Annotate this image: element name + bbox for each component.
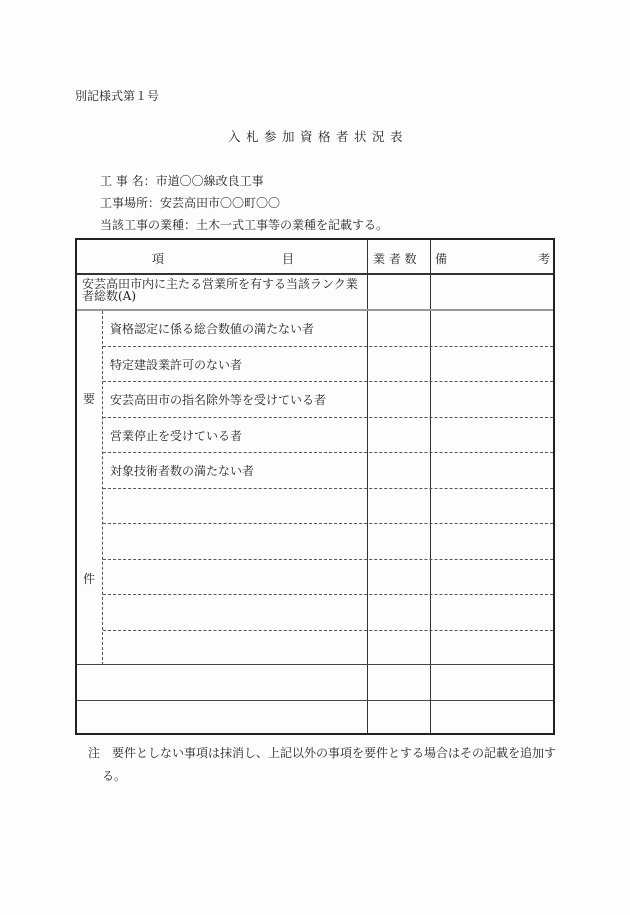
row-divider — [103, 630, 553, 631]
extra-row-divider — [77, 700, 553, 701]
column-divider-count — [367, 240, 368, 733]
footnote-line1: 注 要件としない事項は抹消し、上記以外の事項を要件とする場合はその記載を追加す — [88, 746, 557, 760]
construction-location-line — [100, 194, 280, 211]
requirement-row-5: 対象技術者数の満たない者 — [110, 464, 255, 478]
form-number: 別記様式第１号 — [75, 89, 160, 103]
type-label: 当該工事の業種： — [100, 218, 197, 232]
total-row-label-line2: 者総数(A) — [82, 289, 137, 303]
requirement-row-1: 資格認定に係る総合数値の満たない者 — [110, 322, 315, 336]
requirement-label-top: 要 — [83, 392, 96, 406]
header-divider — [77, 273, 553, 275]
construction-name-label: 工 事 名： — [100, 174, 156, 188]
row-divider — [103, 594, 553, 595]
requirement-row-2: 特定建設業許可のない者 — [110, 358, 243, 372]
construction-name-line — [100, 172, 264, 189]
total-row-label-line1: 安芸高田市内に主たる営業所を有する当該ランク業 — [82, 277, 358, 291]
column-divider-remarks — [430, 240, 431, 733]
total-row-divider — [77, 309, 553, 311]
construction-type-line — [100, 216, 388, 233]
requirement-row-4: 営業停止を受けている者 — [110, 429, 243, 443]
row-divider — [103, 488, 553, 489]
row-divider — [103, 523, 553, 524]
row-divider — [103, 417, 553, 418]
requirement-row-3: 安芸高田市の指名除外等を受けている者 — [110, 393, 327, 407]
row-divider — [103, 452, 553, 453]
header-item-left: 項 — [152, 252, 165, 266]
header-remarks-left: 備 — [435, 252, 448, 266]
header-item-right: 目 — [282, 252, 295, 266]
status-table — [75, 238, 555, 735]
construction-name-value: 市道〇〇線改良工事 — [155, 174, 264, 188]
document-title: 入札参加資格者状況表 — [228, 129, 409, 144]
total-row-label — [82, 278, 358, 302]
footnote-line2: る。 — [102, 769, 127, 783]
header-count: 業 者 数 — [373, 252, 417, 266]
header-remarks-right: 考 — [538, 252, 551, 266]
location-value: 安芸高田市〇〇町〇〇 — [160, 196, 281, 210]
row-divider — [103, 559, 553, 560]
requirement-label-bottom: 件 — [83, 572, 96, 586]
type-value: 土木一式工事等の業種を記載する。 — [196, 218, 389, 232]
row-divider — [103, 381, 553, 382]
row-divider — [103, 346, 553, 347]
extra-row-divider — [77, 664, 553, 665]
location-label: 工事場所： — [100, 196, 161, 210]
